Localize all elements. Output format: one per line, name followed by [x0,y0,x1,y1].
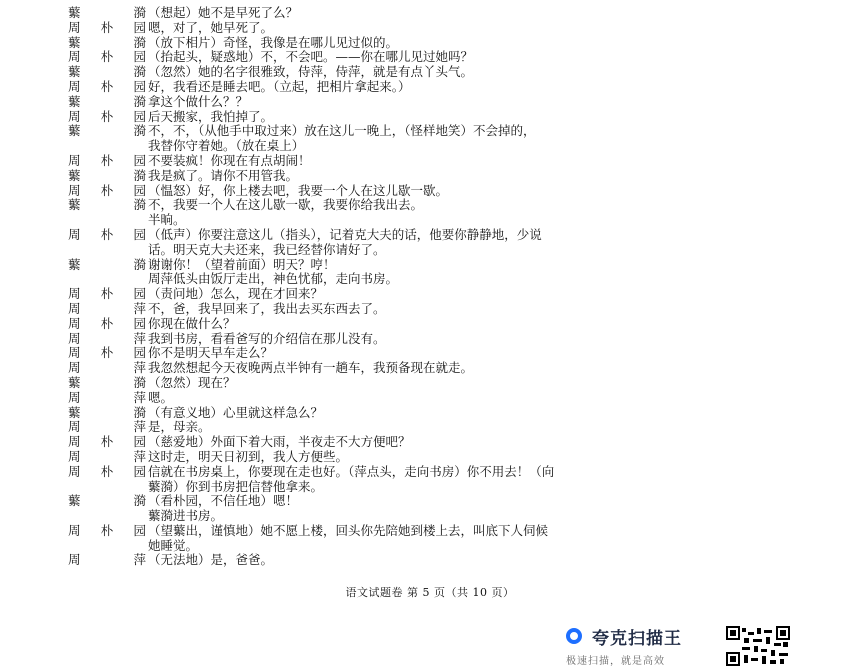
speaker-name: 蘩 漪 [68,5,146,20]
speaker-name: 蘩 漪 [68,34,146,50]
dialogue-line [68,524,803,539]
dialogue-line [68,406,803,421]
dialogue-text: （有意义地）心里就这样急么？ [148,404,324,420]
dialogue-line [68,302,803,317]
dialogue-text: 你现在做什么？ [148,315,236,331]
speaker-name: 周 萍 [68,552,146,568]
watermark-brand: 夸克扫描王 [592,629,682,649]
speaker-name: 蘩 漪 [68,167,146,183]
continuation-line [68,139,803,154]
dialogue-text: 我到书房，看看爸写的介绍信在那儿没有。 [148,330,386,346]
speaker-name: 周朴园 [68,315,146,331]
continuation-line [68,272,803,287]
dialogue-text: 谢谢你！（望着前面）明天？哼！ [148,256,336,272]
dialogue-text: 不要装疯！你现在有点胡闹！ [148,152,311,168]
dialogue-line [68,435,803,450]
dialogue-line [68,346,803,361]
script-body [68,6,803,568]
dialogue-line [68,317,803,332]
dialogue-text: 嗯。 [148,389,174,405]
dialogue-text: （无法地）是，爸爸。 [148,552,274,568]
dialogue-line [68,50,803,65]
speaker-name: 周 萍 [68,448,146,464]
dialogue-text: （抬起头，疑惑地）不，不会吧。——你在哪儿见过她吗？ [148,49,474,65]
dialogue-text: （慈爱地）外面下着大雨，半夜走不大方便吧？ [148,434,411,450]
dialogue-text: 这时走，明天日初到，我人方便些。 [148,448,349,464]
speaker-name: 周朴园 [68,108,146,124]
dialogue-text: （忽然）她的名字很雅致，侍萍，侍萍，就是有点丫头气。 [148,64,474,80]
dialogue-text: （望蘩出，谨慎地）她不愿上楼，回头你先陪她到楼上去，叫底下人伺候 [148,522,549,538]
dialogue-line [68,154,803,169]
dialogue-line [68,258,803,273]
dialogue-line [68,184,803,199]
dialogue-line [68,228,803,243]
dialogue-text: 不，爸，我早回来了，我出去买东西去了。 [148,300,386,316]
speaker-name: 蘩 漪 [68,64,146,80]
dialogue-line [68,21,803,36]
continuation-line [68,539,803,554]
dialogue-line [68,361,803,376]
dialogue-line [68,124,803,139]
dialogue-text: 我忽然想起今天夜晚两点半钟有一趟车，我预备现在就走。 [148,360,474,376]
speaker-name: 周朴园 [68,522,146,538]
dialogue-text: （低声）你要注意这儿（指头），记着克大夫的话，他要你静静地，少说 [148,226,542,242]
dialogue-text: 周萍低头由饭厅走出，神色忧郁，走向书房。 [148,271,399,287]
dialogue-text: （责问地）怎么，现在才回来？ [148,286,324,302]
dialogue-text: （想起）她不是早死了么？ [148,5,299,20]
dialogue-text: 信就在书房桌上，你要现在走也好。（萍点头，走向书房）你不用去！（向 [148,463,555,479]
continuation-line [68,480,803,495]
dialogue-text: 拿这个做什么？？ [148,93,249,109]
speaker-name: 蘩 漪 [68,93,146,109]
dialogue-line [68,420,803,435]
dialogue-text: 是，母亲。 [148,419,211,435]
dialogue-text: 我替你守着她。（放在桌上） [148,138,305,154]
speaker-name: 周朴园 [68,19,146,35]
dialogue-line [68,169,803,184]
dialogue-line [68,95,803,110]
dialogue-line [68,110,803,125]
dialogue-line [68,65,803,80]
dialogue-text: 我是疯了。请你不用管我。 [148,167,299,183]
speaker-name: 周朴园 [68,152,146,168]
speaker-name: 周朴园 [68,345,146,361]
speaker-name: 周朴园 [68,434,146,450]
speaker-name: 蘩 漪 [68,123,146,139]
dialogue-text: 嗯，对了，她早死了。 [148,19,274,35]
speaker-name: 周朴园 [68,182,146,198]
qr-code-icon [726,626,790,666]
dialogue-line [68,494,803,509]
dialogue-text: （看朴园，不信任地）嗯！ [148,493,299,509]
dialogue-text: 后天搬家，我怕掉了。 [148,108,274,124]
continuation-line [68,213,803,228]
dialogue-line [68,36,803,51]
watermark-slogan: 极速扫描，就是高效 [566,656,665,667]
speaker-name: 蘩 漪 [68,197,146,213]
dialogue-line [68,198,803,213]
quark-logo-icon [566,628,582,644]
dialogue-line [68,6,803,21]
dialogue-line [68,465,803,480]
speaker-name: 周 萍 [68,300,146,316]
speaker-name: 蘩 漪 [68,493,146,509]
speaker-name: 周 萍 [68,419,146,435]
speaker-name: 周朴园 [68,49,146,65]
dialogue-line [68,332,803,347]
speaker-name: 周 萍 [68,360,146,376]
dialogue-text: 半晌。 [148,212,186,228]
dialogue-line [68,391,803,406]
dialogue-line [68,376,803,391]
speaker-name: 周朴园 [68,78,146,94]
dialogue-text: 话。明天克大夫还来，我已经替你请好了。 [148,241,386,257]
dialogue-text: （放下相片）奇怪，我像是在哪儿见过似的。 [148,34,399,50]
dialogue-text: 蘩漪）你到书房把信替他拿来。 [148,478,324,494]
speaker-name: 周 萍 [68,389,146,405]
speaker-name: 周朴园 [68,463,146,479]
dialogue-text: 蘩漪进书房。 [148,508,224,524]
dialogue-line [68,287,803,302]
scanner-watermark [566,624,796,668]
speaker-name: 蘩 漪 [68,404,146,420]
page-footer: 语文试题卷 第 5 页（共 10 页） [345,586,515,599]
dialogue-text: 她睡觉。 [148,537,199,553]
speaker-name: 蘩 漪 [68,374,146,390]
dialogue-line [68,553,803,568]
dialogue-text: （愠怒）好，你上楼去吧，我要一个人在这儿歇一歇。 [148,182,449,198]
dialogue-text: 不，我要一个人在这儿歇一歇，我要你给我出去。 [148,197,424,213]
continuation-line [68,243,803,258]
dialogue-text: （忽然）现在？ [148,374,236,390]
speaker-name: 周朴园 [68,226,146,242]
speaker-name: 蘩 漪 [68,256,146,272]
continuation-line [68,509,803,524]
dialogue-text: 你不是明天早车走么？ [148,345,274,361]
dialogue-text: 不，不，（从他手中取过来）放在这儿一晚上，（怪样地笑）不会掉的， [148,123,536,139]
speaker-name: 周朴园 [68,286,146,302]
dialogue-text: 好，我看还是睡去吧。（立起，把相片拿起来。） [148,78,411,94]
dialogue-line [68,450,803,465]
dialogue-line [68,80,803,95]
speaker-name: 周 萍 [68,330,146,346]
